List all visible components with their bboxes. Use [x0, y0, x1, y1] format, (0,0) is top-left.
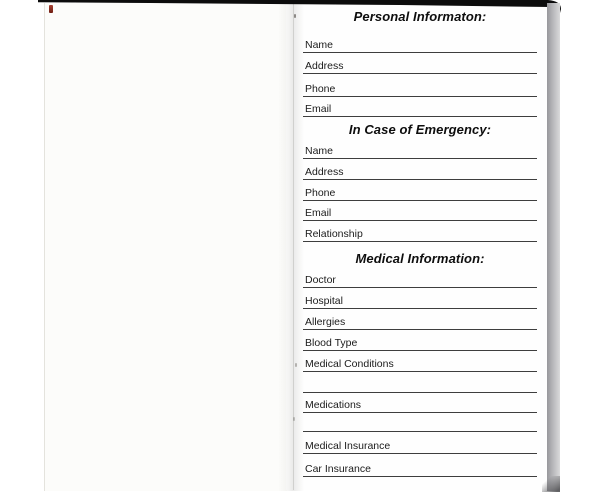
form-row-phone — [303, 185, 537, 201]
info-form — [303, 0, 537, 500]
form-row-phone — [303, 81, 537, 97]
form-row-blood-type — [303, 335, 537, 351]
form-row-label: Name — [305, 145, 334, 157]
booklet-bottom-right-corner — [542, 476, 560, 492]
form-row-label: Medications — [305, 399, 362, 411]
form-row-email — [303, 205, 537, 221]
form-row-label: Hospital — [305, 295, 343, 307]
form-row-label: Phone — [305, 83, 336, 95]
form-row-label: Email — [305, 103, 332, 115]
form-row-label: Car Insurance — [305, 463, 371, 475]
section-heading-emergency: In Case of Emergency: — [348, 122, 492, 137]
form-row-label: Email — [305, 207, 332, 219]
scan-speck — [293, 417, 295, 421]
form-row-doctor — [303, 272, 537, 288]
form-row-name — [303, 37, 537, 53]
form-row-label: Address — [305, 166, 344, 178]
form-row-address — [303, 164, 537, 180]
section-heading-medical: Medical Information: — [355, 251, 485, 266]
form-row-hospital — [303, 293, 537, 309]
section-heading-personal: Personal Informaton: — [353, 9, 487, 24]
form-row-name — [303, 143, 537, 159]
form-row-label: Blood Type — [305, 337, 358, 349]
scan-speck — [295, 363, 297, 367]
form-row-label: Phone — [305, 187, 336, 199]
form-row-label: Medical Insurance — [305, 440, 391, 452]
form-row-label: Address — [305, 60, 344, 72]
center-fold-crease — [278, 3, 304, 491]
form-row-medical-conditions — [303, 356, 537, 372]
form-row-blank-line — [303, 416, 537, 432]
form-row-medications — [303, 397, 537, 413]
form-row-allergies — [303, 314, 537, 330]
form-row-medical-insurance — [303, 438, 537, 454]
form-row-car-insurance — [303, 461, 537, 477]
form-row-label: Medical Conditions — [305, 358, 394, 370]
form-row-email — [303, 101, 537, 117]
form-row-blank-line — [303, 377, 537, 393]
form-row-label: Allergies — [305, 316, 346, 328]
form-row-label: Relationship — [305, 228, 363, 240]
form-row-label: Doctor — [305, 274, 336, 286]
left-blank-page — [44, 3, 287, 491]
booklet-right-edge-shadow — [547, 3, 560, 491]
form-row-relationship — [303, 226, 537, 242]
form-row-address — [303, 58, 537, 74]
form-row-label: Name — [305, 39, 334, 51]
